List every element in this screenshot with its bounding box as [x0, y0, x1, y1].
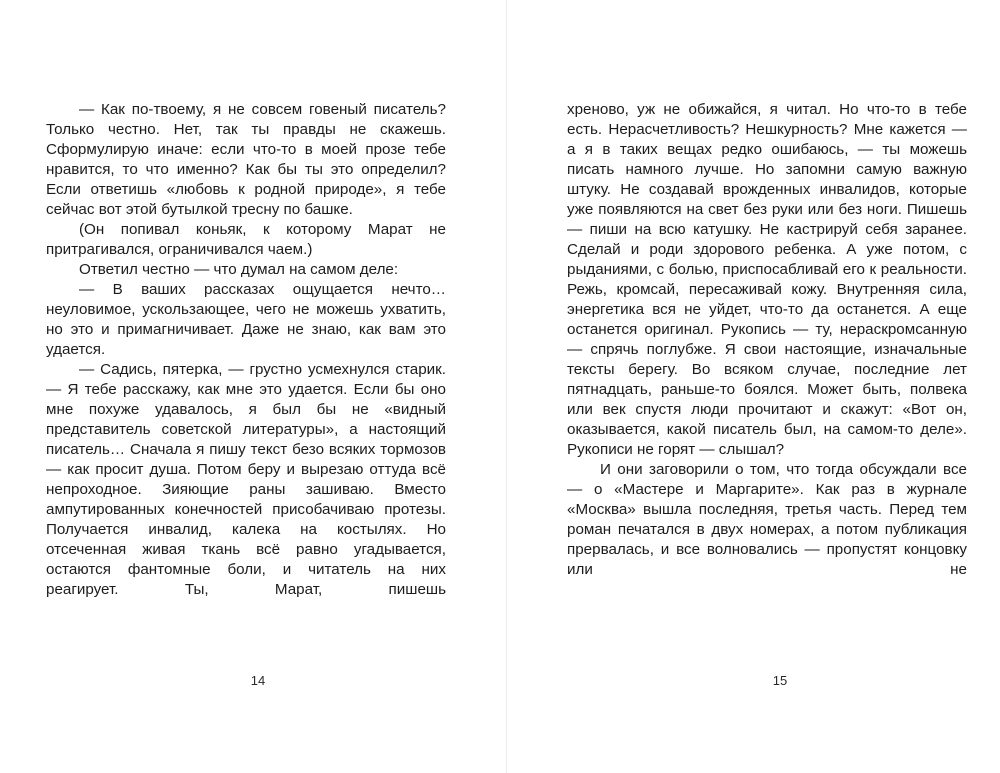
paragraph: хреново, уж не обижайся, я читал. Но что-то в тебе есть. Нерасчетливость? Нешкурность? Мне кажется — а я в таких вещах редко ошибаюсь, — ты можешь писать намного лучше. Но запомни самую важную штуку. Не создавай врожденных инвалидов, которые уже появляются на свет без руки или без ноги. Пишешь — пиши на всю катушку. Не кастрируй себя заранее. Сделай и роди здорового ребенка. А уже потом, с рыданиями, с болью, приспосабливай его к реальности. Режь, кромсай, пересаживай кожу. Внутренняя сила, энергетика вся не уйдет, что-то да останется. А еще останется оригинал. Рукопись — ту, нераскромсанную — спрячь поглубже. Я свои настоящие, изначальные тексты берегу. Во всяком случае, последние лет пятнадцать, раньше-то боялся. Может быть, полвека или век спустя люди прочитают и скажут: «Вот он, оказывается, какой писатель был, на самом-то деле». Рукописи не горят — слышал?	[567, 101, 967, 458]
left-page-text	[46, 100, 446, 600]
paragraph: И они заговорили о том, что тогда обсуждали все — о «Мастере и Маргарите». Как раз в журнале «Москва» вышла последняя, третья часть. Перед тем роман печатался в двух номерах, а потом публикация прервалась, и все волновались — пропустят концовку или не	[567, 461, 967, 578]
paragraph: — В ваших рассказах ощущается нечто… неуловимое, ускользающее, чего не можешь ухватить, но это и примагничивает. Даже не знаю, как вам это удается.	[46, 281, 446, 358]
paragraph: — Садись, пятерка, — грустно усмехнулся старик. — Я тебе расскажу, как мне это удается. Если бы оно мне похуже удавалось, я был бы не «видный представитель советской литературы», а настоящий писатель… Сначала я пишу текст безо всяких тормозов — как просит душа. Потом беру и вырезаю оттуда всё непроходное. Зияющие раны зашиваю. Вместо ампутированных конечностей присобачиваю протезы. Получается инвалид, калека на костылях. Но отсеченная живая ткань всё равно угадывается, остаются фантомные боли, и читатель на них реагирует. Ты, Марат, пишешь	[46, 361, 446, 598]
paragraph: Ответил честно — что думал на самом деле:	[79, 261, 399, 278]
right-page-text	[567, 100, 967, 580]
page-number: 14	[250, 673, 266, 688]
page-number: 15	[772, 673, 788, 688]
paragraph: — Как по-твоему, я не совсем говеный писатель? Только честно. Нет, так ты правды не скажешь. Сформулирую иначе: если что-то в моей прозе тебе нравится, то что именно? Как бы ты это определил? Если ответишь «любовь к родной природе», я тебе сейчас вот этой бутылкой тресну по башке.	[46, 101, 446, 218]
paragraph: (Он попивал коньяк, к которому Марат не притрагивался, ограничивался чаем.)	[46, 221, 446, 258]
right-page	[507, 0, 1000, 773]
